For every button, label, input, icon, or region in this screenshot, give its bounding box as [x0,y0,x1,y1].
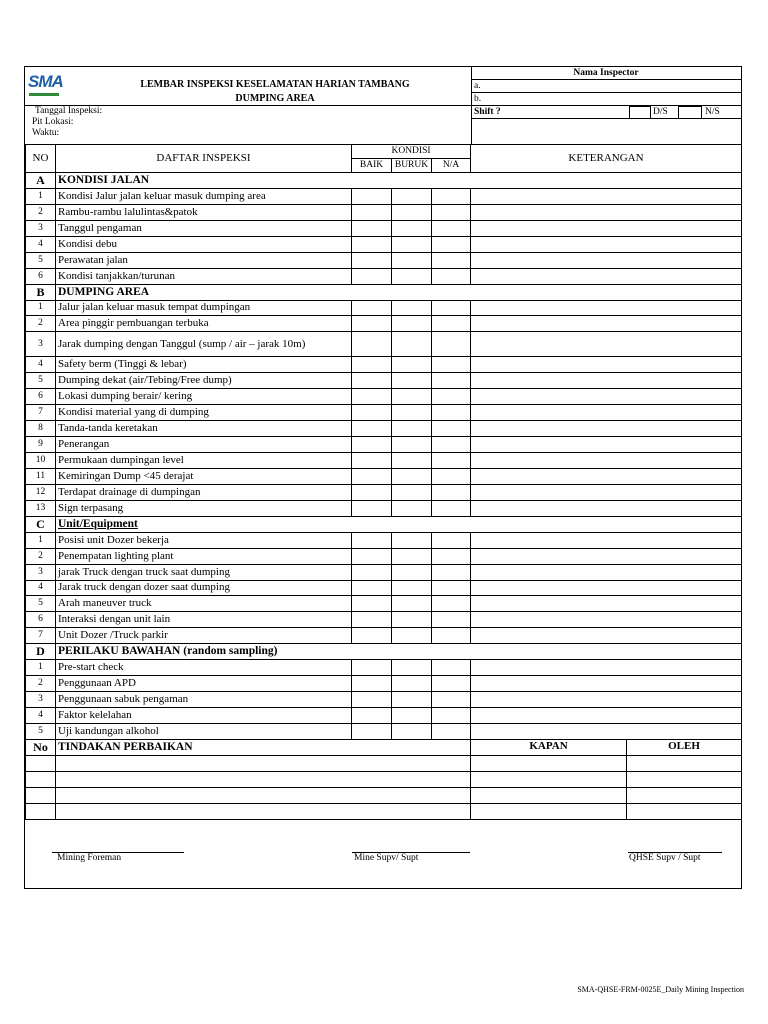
pit-location-field[interactable]: Pit Lokasi: [32,117,74,127]
item-label: Sign terpasang [56,500,352,516]
time-field[interactable]: Waktu: [32,128,60,138]
item-number: 12 [26,484,56,500]
inspector-a[interactable]: a. [474,81,481,91]
item-label: Rambu-rambu lalulintas&patok [56,204,352,220]
item-label: Permukaan dumpingan level [56,453,352,469]
item-label: Kemiringan Dump <45 derajat [56,468,352,484]
section-letter: C [26,516,56,532]
qhse-label: QHSE Supv / Supt [629,853,701,863]
item-label: Penggunaan APD [56,676,352,692]
item-number: 3 [26,564,56,580]
item-label: Penerangan [56,437,352,453]
item-label: Interaksi dengan unit lain [56,612,352,628]
col-baik: BAIK [352,159,392,173]
item-label: Safety berm (Tinggi & lebar) [56,357,352,373]
item-label: Kondisi debu [56,236,352,252]
section-title: Unit/Equipment [56,516,742,532]
inspection-form [24,66,742,889]
section-title: KONDISI JALAN [56,173,742,189]
item-label: Pre-start check [56,660,352,676]
logo-text: SMA [28,72,63,91]
col-daftar: DAFTAR INSPEKSI [56,145,352,173]
item-number: 8 [26,421,56,437]
item-label: Jalur jalan keluar masuk tempat dumpingan [56,300,352,316]
section-letter: D [26,644,56,660]
item-number: 5 [26,252,56,268]
item-label: Lokasi dumping berair/ kering [56,389,352,405]
foreman-label: Mining Foreman [57,853,122,863]
signature-area [25,67,741,888]
item-number: 6 [26,612,56,628]
item-label: Unit Dozer /Truck parkir [56,628,352,644]
inspector-label: Nama Inspector [573,68,639,78]
form-subtitle: DUMPING AREA [235,93,315,104]
item-number: 3 [26,692,56,708]
item-number: 6 [26,389,56,405]
col-na: N/A [432,159,471,173]
inspector-b[interactable]: b. [474,94,482,104]
item-number: 4 [26,236,56,252]
item-number: 2 [26,676,56,692]
ns-label: N/S [705,107,720,117]
item-number: 1 [26,660,56,676]
item-label: Dumping dekat (air/Tebing/Free dump) [56,373,352,389]
item-label: Area pinggir pembuangan terbuka [56,316,352,332]
ds-label: D/S [653,107,668,117]
item-label: Tanda-tanda keretakan [56,421,352,437]
item-label: Faktor kelelahan [56,708,352,724]
form-code: SMA-QHSE-FRM-0025E_Daily Mining Inspection [577,985,744,994]
item-number: 1 [26,188,56,204]
item-number: 7 [26,628,56,644]
item-number: 3 [26,220,56,236]
item-label: Kondisi material yang di dumping [56,405,352,421]
supv-label: Mine Supv/ Supt [354,853,419,863]
item-number: 1 [26,300,56,316]
item-number: 2 [26,316,56,332]
item-number: 4 [26,708,56,724]
item-number: 9 [26,437,56,453]
corrective-by-header: OLEH [668,739,700,752]
item-number: 5 [26,596,56,612]
col-kondisi: KONDISI [352,145,471,159]
section-title: PERILAKU BAWAHAN (random sampling) [56,644,742,660]
col-keterangan: KETERANGAN [471,145,742,173]
item-number: 11 [26,468,56,484]
item-label: Uji kandungan alkohol [56,723,352,739]
item-label: Posisi unit Dozer bekerja [56,532,352,548]
corrective-no-header: No [26,739,56,755]
item-label: Terdapat drainage di dumpingan [56,484,352,500]
item-number: 4 [26,357,56,373]
item-label: Jarak dumping dengan Tanggul (sump / air – jarak 10m) [56,332,352,357]
form-title: LEMBAR INSPEKSI KESELAMATAN HARIAN TAMBANG [140,79,410,90]
item-number: 10 [26,453,56,469]
item-label: Tanggul pengaman [56,220,352,236]
corrective-when-header: KAPAN [471,740,627,755]
item-number: 7 [26,405,56,421]
section-letter: A [26,173,56,189]
item-number: 13 [26,500,56,516]
item-label: Perawatan jalan [56,252,352,268]
item-label: Jarak truck dengan dozer saat dumping [56,580,352,596]
item-label: Kondisi Jalur jalan keluar masuk dumping area [56,188,352,204]
section-title: DUMPING AREA [56,284,742,300]
col-no: NO [26,145,56,173]
item-number: 3 [26,332,56,357]
item-label: Penempatan lighting plant [56,548,352,564]
item-number: 2 [26,204,56,220]
item-label: jarak Truck dengan truck saat dumping [56,564,352,580]
item-label: Arah maneuver truck [56,596,352,612]
item-label: Penggunaan sabuk pengaman [56,692,352,708]
item-label: Kondisi tanjakkan/turunan [56,268,352,284]
item-number: 4 [26,580,56,596]
item-number: 5 [26,723,56,739]
item-number: 5 [26,373,56,389]
item-number: 6 [26,268,56,284]
corrective-action-header: TINDAKAN PERBAIKAN [56,739,471,755]
item-number: 1 [26,532,56,548]
date-field[interactable]: Tanggal Inspeksi: [35,106,103,116]
shift-label: Shift ? [474,107,501,117]
section-letter: B [26,284,56,300]
col-buruk: BURUK [392,159,432,173]
item-number: 2 [26,548,56,564]
